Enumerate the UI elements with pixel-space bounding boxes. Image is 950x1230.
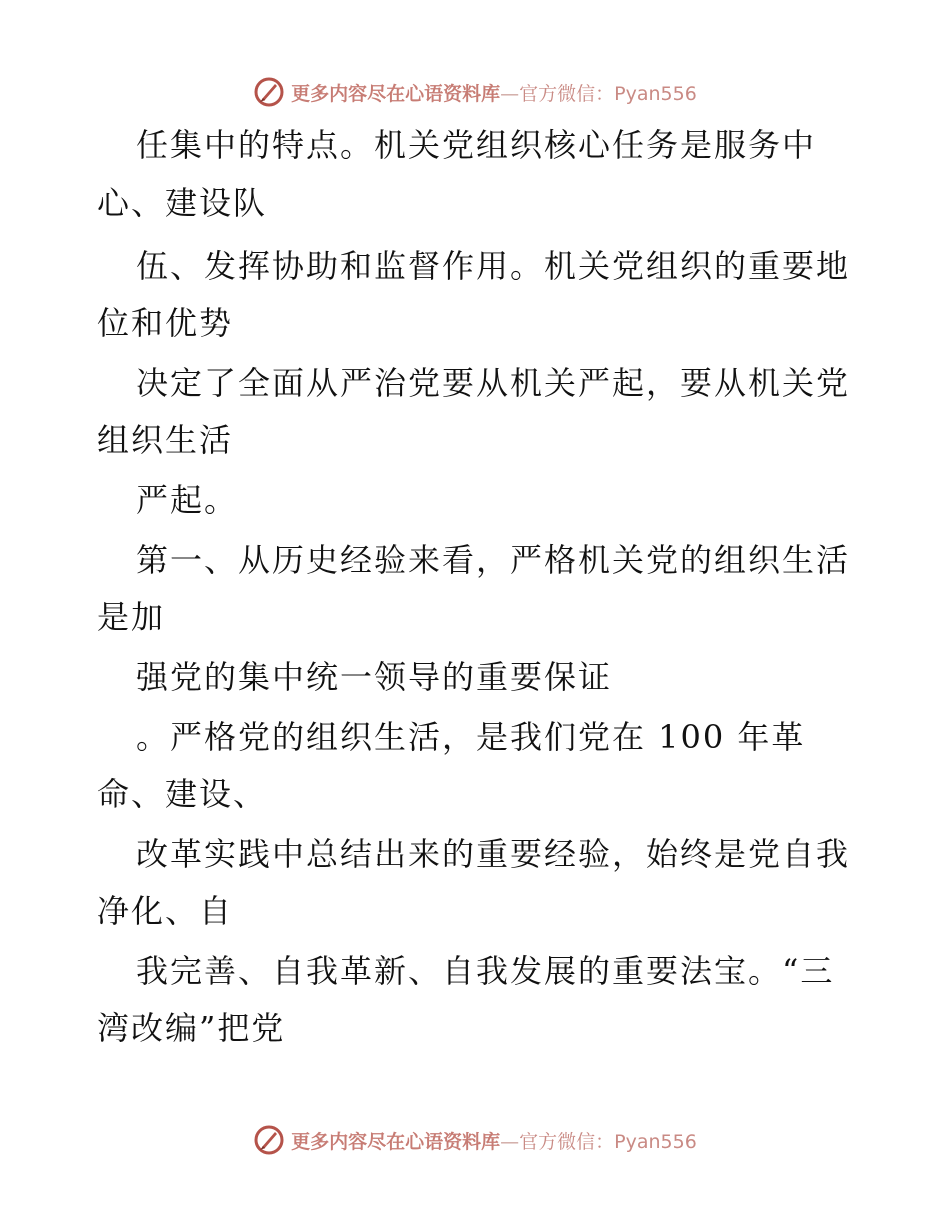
watermark-brand: 更多内容尽在心语资料库 [291,82,501,105]
body-line: 严起。 [136,481,239,519]
watermark-separator: — [500,82,520,105]
feather-pen-logo-icon [253,76,285,108]
body-line: 组织生活 [97,421,234,459]
body-line: 第一、从历史经验来看，严格机关党的组织生活 [136,541,851,579]
footer-watermark [0,1120,950,1160]
body-line: 湾改编”把党 [97,1009,286,1047]
body-line: 心、建设队 [97,184,268,222]
body-line: 决定了全面从严治党要从机关严起，要从机关党 [136,364,851,402]
body-line: 伍、发挥协助和监督作用。机关党组织的重要地 [136,247,851,285]
watermark-text [291,79,697,106]
feather-pen-logo-icon [253,1124,285,1156]
watermark-brand: 更多内容尽在心语资料库 [291,1130,501,1153]
body-line: 我完善、自我革新、自我发展的重要法宝。“三 [136,952,835,990]
watermark-separator: — [500,1130,520,1153]
body-line: 改革实践中总结出来的重要经验，始终是党自我 [136,835,851,873]
body-line: 位和优势 [97,304,234,342]
watermark-text [291,1127,697,1154]
body-line: 。严格党的组织生活，是我们党在 100 年革 [136,718,806,756]
body-line: 是加 [97,598,166,636]
watermark-contact: 官方微信：Pyan556 [519,1130,697,1153]
header-watermark [0,72,950,112]
body-line: 净化、自 [97,892,234,930]
body-line: 命、建设、 [97,775,268,813]
body-line: 强党的集中统一领导的重要保证 [136,658,613,696]
body-line: 任集中的特点。机关党组织核心任务是服务中 [136,126,817,164]
watermark-contact: 官方微信：Pyan556 [519,82,697,105]
